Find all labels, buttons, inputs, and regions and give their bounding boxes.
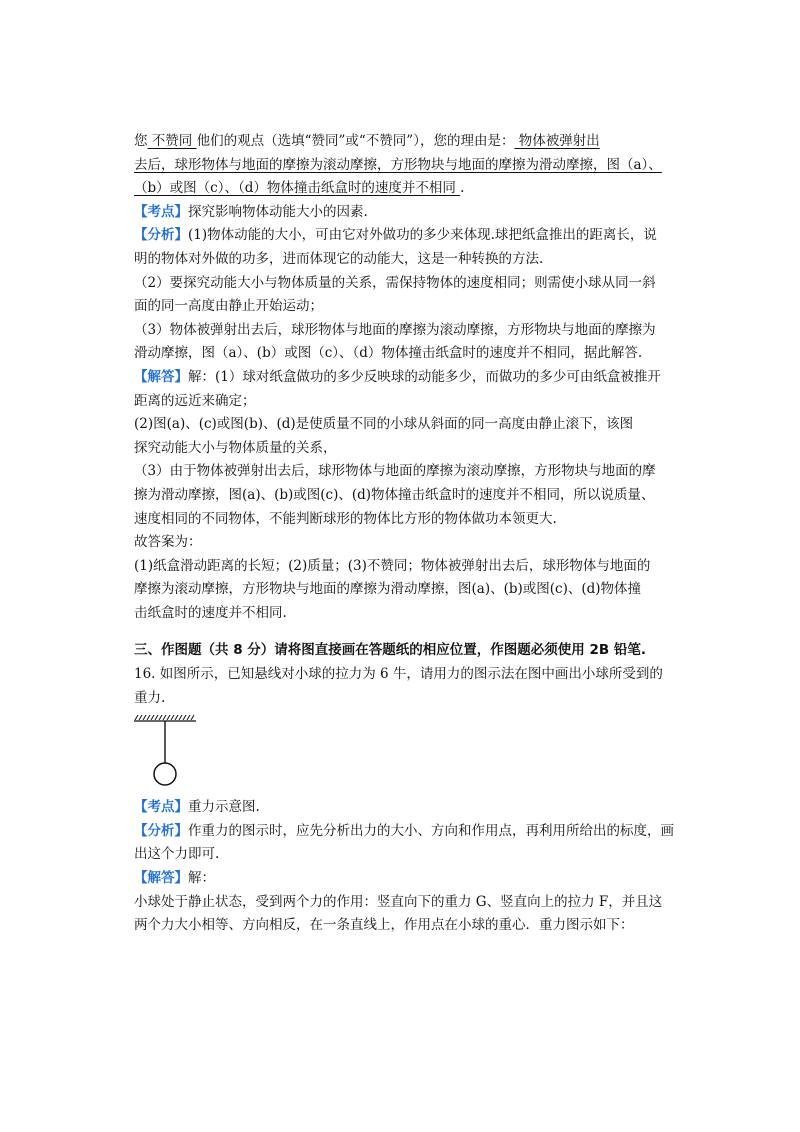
pendulum-figure <box>134 714 204 794</box>
q15-jieda-line: 速度相同的不同物体，不能判断球形的物体比方形的物体做功本领更大. <box>134 510 557 527</box>
ball <box>154 763 176 785</box>
spacer <box>134 625 674 639</box>
q16-fenxi: 【分析】作重力的图示时，应先分析出力的大小、方向和作用点，再利用所给出的标度，画 <box>134 822 674 839</box>
jieda-tag: 【解答】 <box>134 870 188 887</box>
q16-body-line: 小球处于静止状态，受到两个力的作用：竖直向下的重力 G、竖直向上的拉力 F，并且这 <box>134 893 663 910</box>
answer-intro: 故答案为： <box>134 534 202 551</box>
kaodian-tag: 【考点】 <box>134 203 188 220</box>
q15-jieda-line: 探究动能大小与物体质量的关系， <box>134 439 337 456</box>
q15-fenxi-line: （2）要探究动能大小与物体质量的关系，需保持物体的速度相同；则需使小球从同一斜 <box>134 274 656 291</box>
q15-fenxi-line: 面的同一高度由静止开始运动； <box>134 298 323 315</box>
q15-fenxi: 【分析】(1)物体动能的大小，可由它对外做功的多少来体现.球把纸盒推出的距离长，说 <box>134 227 657 244</box>
ceiling-hatch <box>135 715 194 720</box>
q16-kaodian: 【考点】重力示意图. <box>134 799 260 816</box>
q16-question: 16. 如图所示，已知悬线对小球的拉力为 6 牛，请用力的图示法在图中画出小球所受到的 <box>134 666 663 683</box>
answer-line-2: 去后，球形物体与地面的摩擦为滚动摩擦，方形物块与地面的摩擦为滑动摩擦，图（a）、 <box>134 156 662 173</box>
answer-line: 摩擦为滚动摩擦，方形物块与地面的摩擦为滑动摩擦，图(a)、(b)或图(c)、(d)物体撞 <box>134 581 642 598</box>
q16-body-line: 两个力大小相等、方向相反，在一条直线上，作用点在小球的重心．重力图示如下： <box>134 917 634 934</box>
jieda-tag: 【解答】 <box>134 368 188 385</box>
q15-jieda-line: 距离的远近来确定； <box>134 392 256 409</box>
answer-line: 击纸盒时的速度并不相同. <box>134 604 287 621</box>
answer-line-1: 您 不赞同 他们的观点（选填“赞同”或“不赞同”），您的理由是： 物体被弹射出 <box>134 133 600 149</box>
q15-jieda-line: （3）由于物体被弹射出去后，球形物体与地面的摩擦为滚动摩擦，方形物块与地面的摩 <box>134 463 656 480</box>
q15-fenxi-line: （3）物体被弹射出去后，球形物体与地面的摩擦为滚动摩擦，方形物块与地面的摩擦为 <box>134 321 656 338</box>
q16-fenxi-line: 出这个力即可. <box>134 846 220 863</box>
q15-kaodian: 【考点】探究影响物体动能大小的因素. <box>134 203 368 220</box>
fenxi-tag: 【分析】 <box>134 227 188 244</box>
answer-line-3: （b）或图（c）、（d）物体撞击纸盒时的速度并不相同 . <box>134 180 465 197</box>
q15-fenxi-line: 滑动摩擦，图（a）、(b）或图（c）、（d）物体撞击纸盒时的速度并不相同，据此解答. <box>134 345 643 362</box>
section-heading: 三、作图题（共 8 分）请将图直接画在答题纸的相应位置，作图题必须使用 2B 铅笔. <box>134 642 647 659</box>
answer-blank-1: 不赞同 <box>147 133 197 149</box>
q16-jieda: 【解答】解： <box>134 870 215 887</box>
answer-line: (1)纸盒滑动距离的长短；(2)质量；(3)不赞同；物体被弹射出去后，球形物体与地面的 <box>134 557 651 574</box>
q15-jieda-line: 擦为滑动摩擦，图(a)、(b)或图(c)、(d)物体撞击纸盒时的速度并不相同，所以说质量、 <box>134 486 655 503</box>
q15-jieda-line: (2)图(a)、(c)或图(b)、(d)是使质量不同的小球从斜面的同一高度由静止滚下，该图 <box>134 416 634 433</box>
fenxi-tag: 【分析】 <box>134 822 188 839</box>
answer-blank-2: 物体被弹射出 <box>514 133 600 149</box>
q15-jieda: 【解答】解：(1）球对纸盒做功的多少反映球的动能多少，而做功的多少可由纸盒被推开 <box>134 368 661 385</box>
kaodian-tag: 【考点】 <box>134 799 188 816</box>
q16-question-line: 重力. <box>134 689 166 706</box>
q15-fenxi-line: 明的物体对外做的功多，进而体现它的动能大，这是一种转换的方法. <box>134 250 544 267</box>
document-page <box>134 130 674 938</box>
